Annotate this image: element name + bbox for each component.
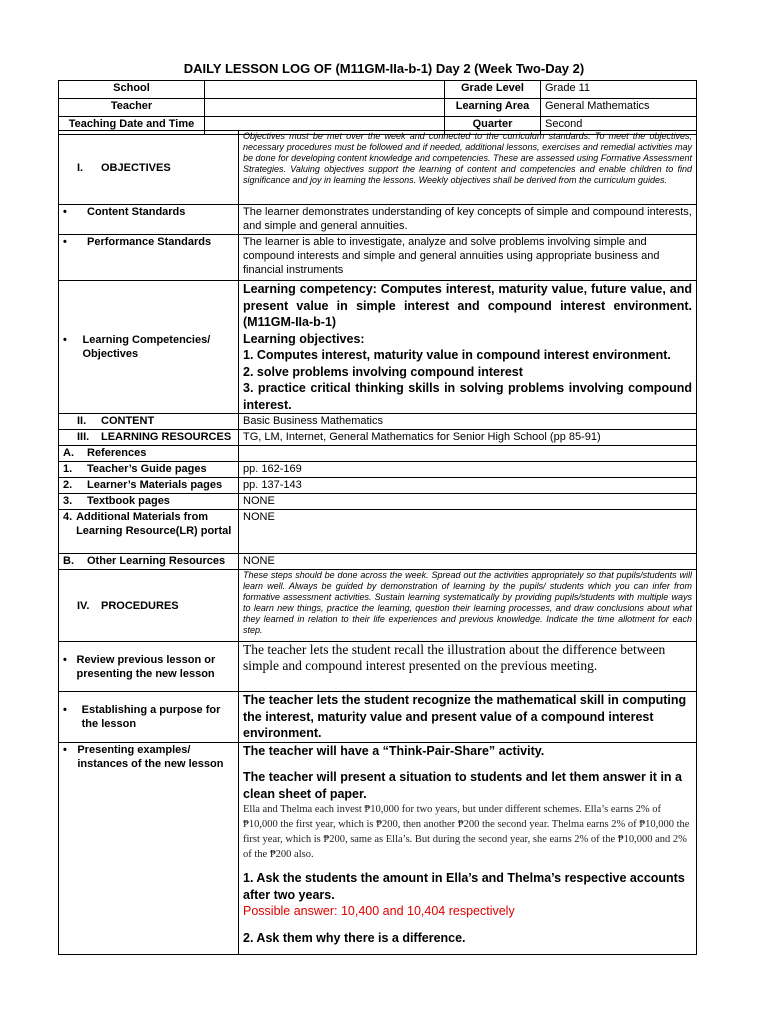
objectives-text: Objectives must be met over the week and connected to the curriculum standards. To meet the objectives, necessary procedures must be followed and if needed, additional lessons, exercises and remedial activities may be done for developing content knowledge and competencies. These are assessed using Formative Assessment Strategies. Valuing objectives support the learning of content and competencies and enable children to find significance and joy in learning the lessons. Weekly objectives shall be derived from the curriculum guides.: [239, 131, 697, 205]
objective-3: 3. practice critical thinking skills in solving problems involving compound interest.: [243, 381, 692, 412]
bullet: •: [63, 206, 67, 218]
teachers-guide-row: [59, 462, 697, 478]
review-row: [59, 642, 697, 692]
procedures-row: [59, 570, 697, 642]
textbook-text: NONE: [239, 494, 697, 510]
possible-answer: Possible answer: 10,400 and 10,404 respectively: [243, 904, 515, 918]
learners-materials-row: [59, 478, 697, 494]
purpose-text: The teacher lets the student recognize the mathematical skill in computing the interest, maturity value and present value of a compound interest environment.: [239, 692, 697, 743]
teachers-guide-text: pp. 162-169: [239, 462, 697, 478]
procedures-text: These steps should be done across the week. Spread out the activities appropriately so that pupils/students will learn well. Always be guided by demonstration of learning by the pupils/ students which you can infer from formative assessment activities. Sustain learning systematically by providing pupils/students with multiple ways to learn new things, practice the learning, question their learning processes, and draw conclusions about what they learned in relation to their life experiences and previous knowledge. Indicate the time allotment for each step.: [239, 570, 697, 642]
resources-row: [59, 430, 697, 446]
bullet: •: [63, 334, 67, 346]
textbook-num: 3.: [63, 495, 73, 507]
content-num: II.: [77, 415, 87, 427]
competencies-label: Learning Competencies/ Objectives: [82, 334, 211, 360]
textbook-row: [59, 494, 697, 510]
learners-materials-label: Learner’s Materials pages: [87, 479, 223, 491]
examples-label: Presenting examples/ instances of the new lesson: [77, 743, 224, 770]
situation-intro: The teacher will present a situation to students and let them answer it in a clean sheet of paper.: [243, 770, 682, 801]
textbook-label: Textbook pages: [87, 495, 170, 507]
teachers-guide-label: Teacher’s Guide pages: [87, 463, 207, 475]
learners-materials-text: pp. 137-143: [239, 478, 697, 494]
review-label: Review previous lesson or presenting the new lesson: [76, 653, 216, 680]
question-1: 1. Ask the students the amount in Ella’s and Thelma’s respective accounts after two years.: [243, 871, 685, 902]
teacher-value: [205, 99, 445, 117]
objectives-num: I.: [77, 161, 84, 174]
objectives-label: OBJECTIVES: [101, 161, 171, 174]
grade-level-value: Grade 11: [541, 81, 697, 99]
header-table: [58, 80, 697, 135]
bullet: •: [63, 236, 67, 248]
examples-row: [59, 742, 697, 954]
activity-text: The teacher will have a “Think-Pair-Share” activity.: [243, 743, 545, 758]
procedures-label: PROCEDURES: [101, 599, 179, 612]
content-standards-text: The learner demonstrates understanding of key concepts of simple and compound interests, and simple and general annuities.: [239, 205, 697, 235]
date-label: Teaching Date and Time: [59, 117, 205, 135]
references-value: [239, 446, 697, 462]
grade-level-label: Grade Level: [445, 81, 541, 99]
purpose-row: [59, 692, 697, 743]
teacher-label: Teacher: [59, 99, 205, 117]
learning-area-label: Learning Area: [445, 99, 541, 117]
quarter-label: Quarter: [445, 117, 541, 135]
situation-text: Ella and Thelma each invest ₱10,000 for two years, but under different schemes. Ella’s earns 2% of ₱10,000 the first year, which is ₱200, then another ₱200 the second year. Thelma earns 2% of ₱10,000 the first year, which is ₱200, same as Ella’s. But during the second year, she earns 2% of the ₱10,000 and 2% of the ₱200 also.: [243, 804, 690, 860]
content-label: CONTENT: [101, 415, 155, 427]
resources-label: LEARNING RESOURCES: [101, 431, 232, 443]
other-resources-text: NONE: [239, 554, 697, 570]
content-standards-label: Content Standards: [87, 206, 186, 218]
lesson-log-table: [58, 130, 697, 955]
objective-2: 2. solve problems involving compound interest: [243, 364, 523, 379]
quarter-value: Second: [541, 117, 697, 135]
objectives-row: [59, 131, 697, 205]
competency-text: Learning competency: Computes interest, maturity value, future value, and present value in simple interest and compound interest environment. (M11GM-IIa-b-1): [243, 282, 692, 329]
performance-standards-text: The learner is able to investigate, analyze and solve problems involving simple and compound interests and simple and general annuities using appropriate business and financial instruments: [239, 235, 697, 281]
performance-standards-label: Performance Standards: [87, 236, 212, 248]
content-standards-row: [59, 205, 697, 235]
other-resources-row: [59, 554, 697, 570]
additional-materials-row: [59, 510, 697, 554]
question-2: 2. Ask them why there is a difference.: [243, 930, 466, 945]
teachers-guide-num: 1.: [63, 463, 73, 475]
competencies-row: [59, 281, 697, 414]
additional-text: NONE: [239, 510, 697, 554]
resources-text: TG, LM, Internet, General Mathematics for Senior High School (pp 85-91): [239, 430, 697, 446]
content-row: [59, 414, 697, 430]
additional-label: Additional Materials from Learning Resource(LR) portal: [76, 511, 232, 537]
content-text: Basic Business Mathematics: [239, 414, 697, 430]
procedures-num: IV.: [77, 599, 90, 612]
references-row: [59, 446, 697, 462]
references-letter: A.: [63, 447, 74, 459]
bullet: •: [63, 743, 67, 756]
other-resources-letter: B.: [63, 555, 74, 567]
purpose-label: Establishing a purpose for the lesson: [81, 703, 221, 730]
bullet: •: [63, 703, 67, 716]
bullet: •: [63, 653, 67, 666]
page-title: DAILY LESSON LOG OF (M11GM-IIa-b-1) Day 2 (Week Two-Day 2): [183, 61, 585, 76]
resources-num: III.: [77, 431, 90, 443]
references-label: References: [87, 447, 147, 459]
review-text: The teacher lets the student recall the illustration about the difference between simple and compound interest presented on the previous meeting.: [239, 642, 697, 692]
objectives-heading: Learning objectives:: [243, 331, 365, 346]
learners-materials-num: 2.: [63, 479, 73, 491]
learning-area-value: General Mathematics: [541, 99, 697, 117]
additional-num: 4.: [63, 511, 73, 523]
school-value: [205, 81, 445, 99]
other-resources-label: Other Learning Resources: [87, 555, 226, 567]
objective-1: 1. Computes interest, maturity value in compound interest environment.: [243, 348, 671, 362]
performance-standards-row: [59, 235, 697, 281]
school-label: School: [59, 81, 205, 99]
